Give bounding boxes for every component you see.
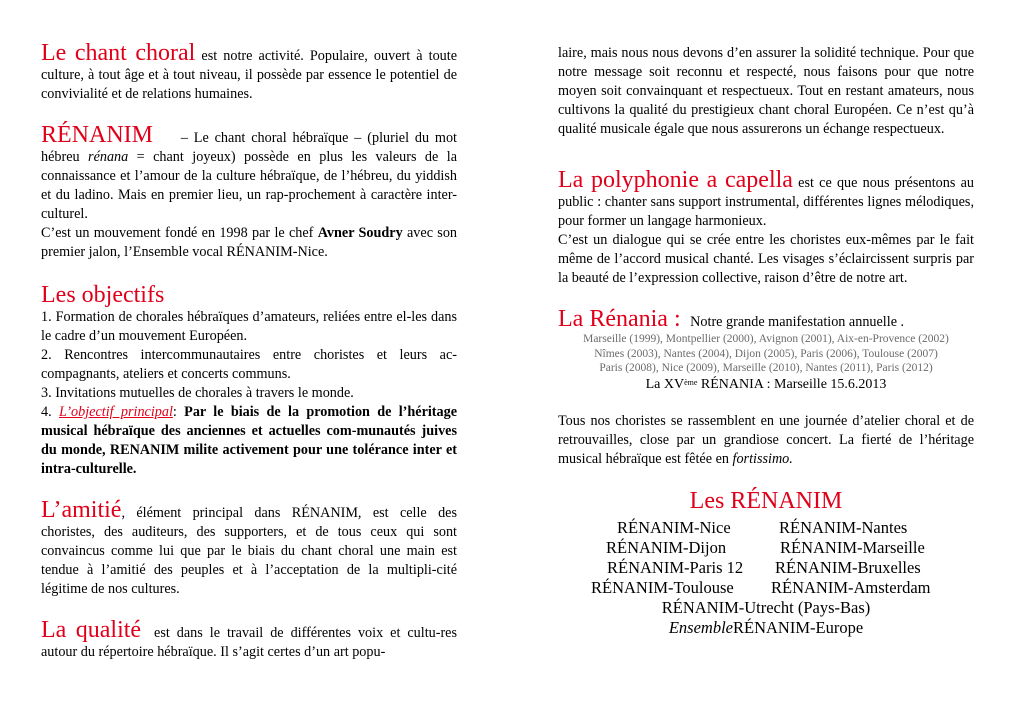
renania-text xyxy=(558,412,974,469)
heading-polyphonie: La polyphonie a capella xyxy=(558,167,793,193)
objectif-4-number: 4. xyxy=(41,404,59,420)
renanim-text-d: avec son premier jalon, l’Ensemble vocal RÉNANIM-Nice. xyxy=(41,225,458,260)
renanim-text-a: – Le chant choral hébraïque – (pluriel du mot hébreu xyxy=(41,130,457,165)
section-qualite xyxy=(41,617,457,662)
objectif-4-text: Par le biais de la promotion de l’héritage musical hébraïque des anciennes et actuelles com-munautés juives du monde, RENANIM milite activement pour une tolérance inter et intra-culturelle. xyxy=(41,404,458,477)
objectif-4-label: L’objectif principal xyxy=(58,404,173,420)
renania-cities-3: Paris (2008), Nice (2009), Marseille (2010), Nantes (2011), Paris (2012) xyxy=(599,362,933,374)
group-item-utrecht: RÉNANIM-Utrecht (Pays-Bas) xyxy=(661,597,871,617)
renania-current-a: La XV xyxy=(645,376,685,392)
polyphonie-text-a: est ce que nous présentons au public : chanter sans support instrumental, différentes lignes mélodiques, pour former un langage harmonieux. xyxy=(558,175,974,229)
group-item: RÉNANIM-Toulouse xyxy=(591,577,734,597)
heading-amitie: L’amitié xyxy=(41,497,122,523)
renania-cities-2: Nîmes (2003), Nantes (2004), Dijon (2005), Paris (2006), Toulouse (2007) xyxy=(594,347,938,360)
renanim-text-b: = chant joyeux) possède en plus les valeurs de la connaissance et l’amour de la culture hébraïque, de l’hébreu, du yiddish et du ladino. Mais en premier lieu, un rap-prochement à caractère inter-culturel. xyxy=(41,149,457,222)
group-row xyxy=(558,558,974,578)
group-row xyxy=(558,578,974,598)
objectif-4-colon: : xyxy=(172,404,177,420)
left-column xyxy=(41,0,457,662)
group-row-europe xyxy=(558,618,974,638)
group-item-europe: RÉNANIM-Europe xyxy=(733,617,864,637)
qualite-text: est dans le travail de différentes voix et cultu-res autour du répertoire hébraïque. Il s’agit certes d’un art popu- xyxy=(41,625,457,660)
heading-qualite: La qualité xyxy=(41,617,142,643)
group-row xyxy=(558,538,974,558)
group-item: RÉNANIM-Nice xyxy=(617,517,731,537)
right-column xyxy=(558,0,974,638)
objectif-item-3: 3. Invitations mutuelles de chorales à travers le monde. xyxy=(41,385,354,401)
section-amitie xyxy=(41,497,457,599)
objectif-item-2: 2. Rencontres intercommunautaires entre choristes et leurs ac-compagnants, ateliers et concerts communs. xyxy=(41,347,457,382)
renanim-text-italic: rénana xyxy=(88,149,129,165)
section-renanim xyxy=(41,122,458,262)
renania-text-main: Tous nos choristes se rassemblent en une journée d’atelier choral et de retrouvailles, close par un grandiose concert. La fierté de l’héritage musical hébraïque est fêtée en xyxy=(558,412,974,467)
renania-current-sup: ème xyxy=(684,377,698,387)
renania-current xyxy=(558,376,974,394)
group-item: RÉNANIM-Nantes xyxy=(779,517,908,537)
group-item: RÉNANIM-Bruxelles xyxy=(775,557,921,577)
heading-objectifs: Les objectifs xyxy=(41,282,165,308)
group-item: RÉNANIM-Amsterdam xyxy=(771,577,931,597)
qualite-continued: laire, mais nous nous devons d’en assurer la solidité technique. Pour que notre message soit reconnu et respecté, nous faisons pour que notre moyen soit convainquant et respectueux. Tout en restant amateurs, nous cultivons la qualité du prestigieux chant choral Européen. Ce n’est qu’à qualité musicale égale que nous assurerons un échange respectueux. xyxy=(558,45,974,137)
renania-cities-1: Marseille (1999), Montpellier (2000), Avignon (2001), Aix-en-Provence (2002) xyxy=(583,333,949,345)
chant-choral-text: est notre activité. Populaire, ouvert à toute culture, à tout âge et à tout niveau, il possède par essence le potentiel de convivialité et de relations humaines. xyxy=(41,48,458,102)
objectif-item-1: 1. Formation de chorales hébraïques d’amateurs, reliées entre el-les dans le cadre d’un mouvement Européen. xyxy=(41,309,457,344)
renania-subtitle: Notre grande manifestation annuelle . xyxy=(686,314,905,330)
group-item: RÉNANIM-Dijon xyxy=(606,537,727,557)
section-les-renanim xyxy=(558,487,974,518)
renanim-text-c: C’est un mouvement fondé en 1998 par le chef xyxy=(41,225,318,241)
renanim-groups-list xyxy=(558,518,974,638)
heading-renania: La Rénania : xyxy=(558,306,681,332)
section-polyphonie xyxy=(558,167,974,231)
amitie-text: , élément principal dans RÉNANIM, est celle des choristes, des auditeurs, des supporters, et de tous ceux qui sont convaincus comme lui que par le biais du chant choral une main est tendue à l’amitié des peuples et à l’acceptation de la multipli-cité légitime de nos cultures. xyxy=(41,505,457,597)
group-item: RÉNANIM-Paris 12 xyxy=(607,557,744,577)
group-row-utrecht xyxy=(558,598,974,618)
section-renania xyxy=(558,306,974,332)
heading-chant-choral: Le chant choral xyxy=(41,40,196,66)
objectif-item-4 xyxy=(41,403,457,479)
renania-current-b: RÉNANIA : Marseille 15.6.2013 xyxy=(697,376,887,392)
heading-les-renanim: Les RÉNANIM xyxy=(689,487,843,514)
founder-name: Avner Soudry xyxy=(317,225,403,241)
section-objectifs-heading xyxy=(41,282,457,308)
heading-renanim: RÉNANIM xyxy=(41,122,153,148)
group-row xyxy=(558,518,974,538)
renania-text-italic: fortissimo. xyxy=(732,450,793,467)
group-europe-italic: Ensemble xyxy=(668,617,733,637)
section-chant-choral xyxy=(41,40,458,104)
group-item: RÉNANIM-Marseille xyxy=(780,537,925,557)
polyphonie-text-b: C’est un dialogue qui se crée entre les choristes eux-mêmes par le fait même de l’accord musical chanté. Les visages s’éclaircissent surpris par la beauté de l’expression collective, raison d’être de notre art. xyxy=(558,232,974,286)
